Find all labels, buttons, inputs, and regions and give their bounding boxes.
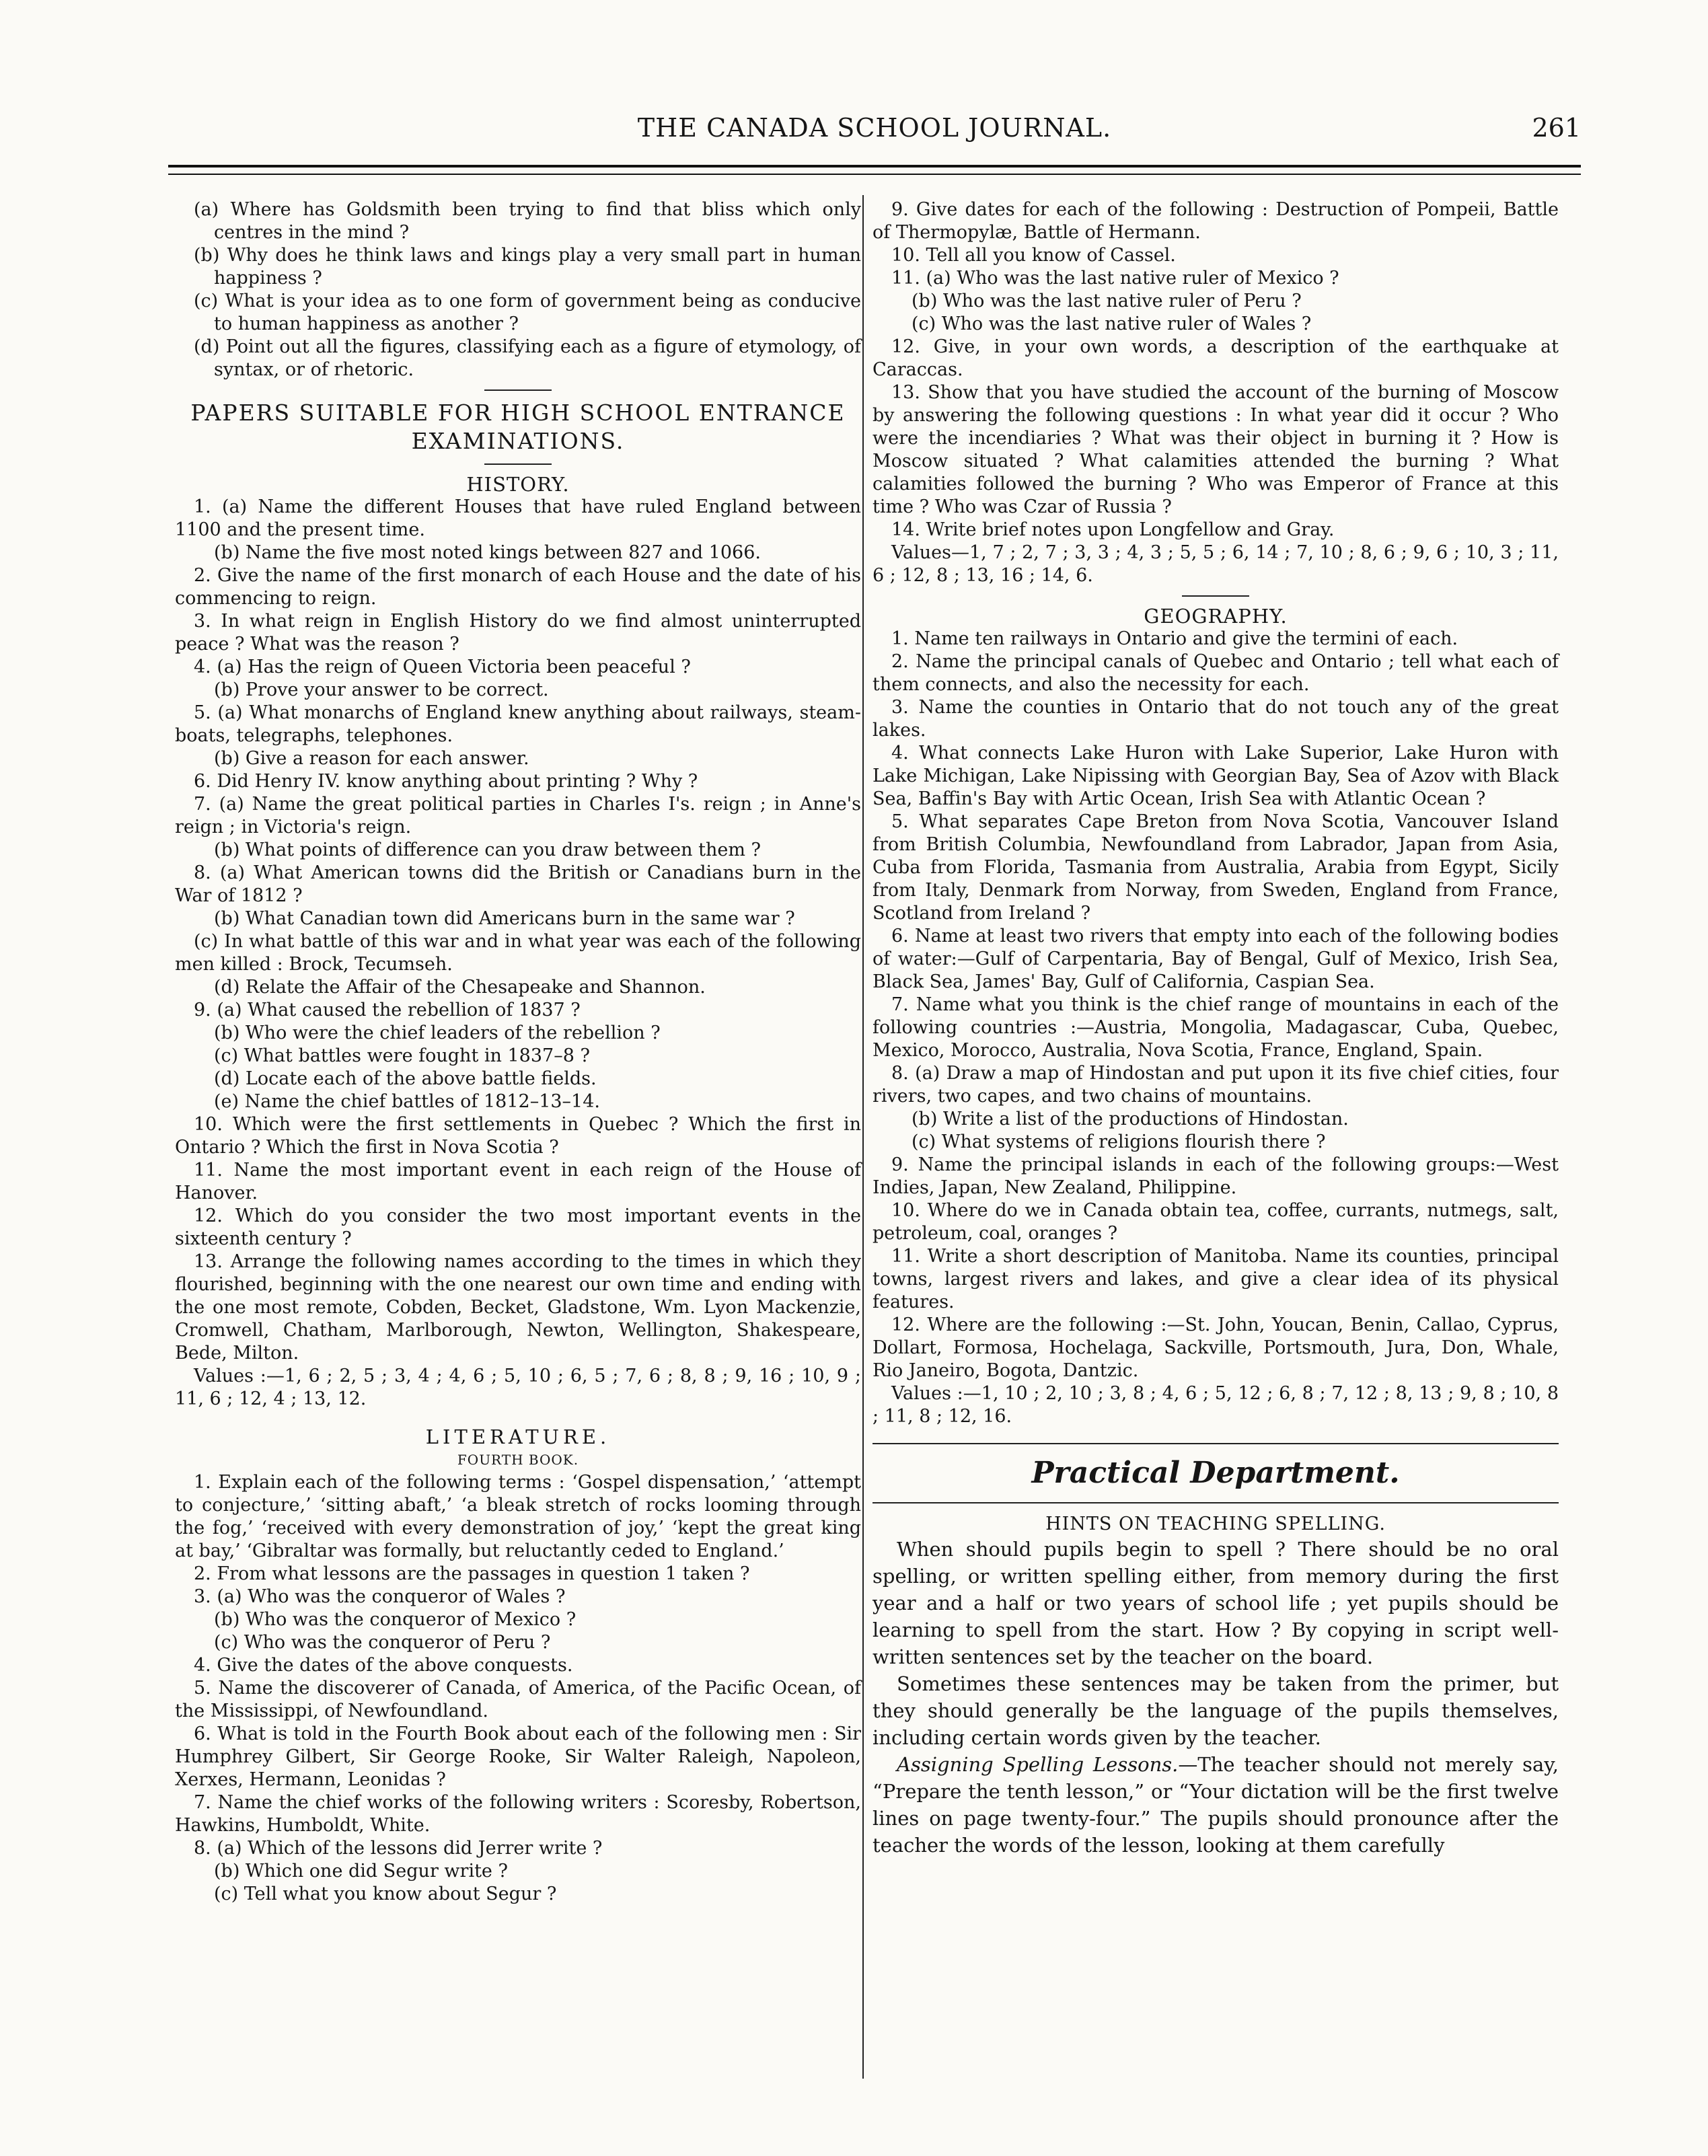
- paragraph: When should pupils begin to spell ? There should be no oral spelling, or written spelling either, from memory during the first year and a half or two years of school life ; yet pupils should be learning to spell from the start. How ? By copying in script well-written sentences set by the teacher on the board.: [872, 1538, 1559, 1668]
- question-item: (c) Who was the last native ruler of Wales ?: [912, 313, 1312, 334]
- question-item: 4. (a) Has the reign of Queen Victoria been peaceful ?: [194, 657, 691, 677]
- question-item: 7. Name what you think is the chief range of mountains in each of the following countries :—Austria, Mongolia, Madagascar, Cuba, Quebec, Mexico, Morocco, Australia, Nova Scotia, France, England, Spain.: [872, 994, 1559, 1061]
- question-item: 12. Which do you consider the two most important events in the sixteenth century ?: [175, 1205, 861, 1249]
- left-column: [175, 198, 861, 1906]
- question-item: (b) Who was the conqueror of Mexico ?: [214, 1609, 577, 1630]
- geography-questions: [872, 628, 1559, 1428]
- question-item: 11. (a) Who was the last native ruler of Mexico ?: [891, 268, 1339, 289]
- question-item: 8. (a) Which of the lessons did Jerrer write ?: [194, 1838, 603, 1859]
- question-item: 12. Where are the following :—St. John, Youcan, Benin, Callao, Cyprus, Dollart, Formosa, Hochelaga, Sackville, Portsmouth, Jura, Don, Whale, Rio Janeiro, Bogota, Dantzic.: [872, 1314, 1559, 1381]
- journal-title: THE CANADA SCHOOL JOURNAL.: [637, 113, 1112, 143]
- history-questions: [175, 496, 861, 1411]
- fourth-book-heading: FOURTH BOOK.: [457, 1452, 579, 1468]
- question-item: Values :—1, 10 ; 2, 10 ; 3, 8 ; 4, 6 ; 5, 12 ; 6, 8 ; 7, 12 ; 8, 13 ; 9, 8 ; 10, 8 ; 11, 8 ; 12, 16.: [872, 1383, 1559, 1427]
- question-item: 1. Explain each of the following terms : ‘Gospel dispensation,’ ‘attempt to conjecture,’ ‘sitting abaft,’ ‘a bleak stretch of rocks looming through the fog,’ ‘received with every demonstration of joy,’ ‘kept the great king at bay,’ ‘Gibraltar was formally, but reluctantly ceded to England.’: [175, 1472, 861, 1561]
- geography-heading: GEOGRAPHY.: [1144, 605, 1288, 628]
- question-item: (b) Who were the chief leaders of the rebellion ?: [214, 1023, 661, 1043]
- history-questions-continued: [872, 198, 1559, 587]
- question-item: 6. Did Henry IV. know anything about printing ? Why ?: [194, 771, 698, 792]
- question-item: (c) What battles were fought in 1837–8 ?: [214, 1045, 590, 1066]
- column-divider: [862, 195, 864, 2079]
- literature-questions: [175, 1471, 861, 1906]
- question-item: 5. Name the discoverer of Canada, of America, of the Pacific Ocean, of the Mississippi, of Newfoundland.: [175, 1678, 861, 1721]
- question-item: 9. Name the principal islands in each of the following groups:—West Indies, Japan, New Zealand, Philippine.: [872, 1154, 1559, 1198]
- question-item: 10. Where do we in Canada obtain tea, coffee, currants, nutmegs, salt, petroleum, coal, oranges ?: [872, 1200, 1559, 1244]
- short-rule: [484, 463, 552, 465]
- question-item: 8. (a) Draw a map of Hindostan and put upon it its five chief cities, four rivers, two capes, and two chains of mountains.: [872, 1063, 1559, 1107]
- question-item: 3. In what reign in English History do we find almost uninterrupted peace ? What was the reason ?: [175, 611, 861, 655]
- question-item: (b) Write a list of the productions of Hindostan.: [912, 1109, 1349, 1129]
- question-item: 11. Name the most important event in each reign of the House of Hanover.: [175, 1160, 861, 1203]
- question-item: 3. (a) Who was the conqueror of Wales ?: [194, 1586, 566, 1607]
- question-item: 3. Name the counties in Ontario that do not touch any of the great lakes.: [872, 697, 1559, 741]
- question-item: 10. Which were the first settlements in Quebec ? Which the first in Ontario ? Which the first in Nova Scotia ?: [175, 1114, 861, 1158]
- question-item: 4. What connects Lake Huron with Lake Superior, Lake Huron with Lake Michigan, Lake Nipissing with Georgian Bay, Sea of Azov with Black Sea, Baffin's Bay with Artic Ocean, Irish Sea with Atlantic Ocean ?: [872, 743, 1559, 809]
- question-item: (c) Tell what you know about Segur ?: [214, 1884, 557, 1904]
- question-item: (b) Why does he think laws and kings play a very small part in human happiness ?: [194, 245, 861, 289]
- page-header: [168, 113, 1581, 153]
- question-item: (b) What points of difference can you draw between them ?: [214, 840, 762, 860]
- header-rule-thin: [168, 174, 1581, 175]
- question-item: 9. (a) What caused the rebellion of 1837 ?: [194, 1000, 581, 1020]
- question-item: Values :—1, 6 ; 2, 5 ; 3, 4 ; 4, 6 ; 5, 10 ; 6, 5 ; 7, 6 ; 8, 8 ; 9, 16 ; 10, 9 ; 11, 6 ; 12, 4 ; 13, 12.: [175, 1366, 861, 1409]
- papers-heading: PAPERS SUITABLE FOR HIGH SCHOOL ENTRANCE EXAMINATIONS.: [190, 400, 846, 454]
- question-item: 13. Show that you have studied the account of the burning of Moscow by answering the following questions : In what year did it occur ? Who were the incendiaries ? What was their object in burning it ? How is Moscow situated ? What calamities attended the burning ? What calamities followed the burning ? Who was Emperor of France at this time ? Who was Czar of Russia ?: [872, 382, 1559, 517]
- question-item: 5. (a) What monarchs of England knew anything about railways, steam-boats, telegraphs, telephones.: [175, 702, 861, 746]
- goldsmith-questions: [175, 198, 861, 381]
- question-item: (b) Prove your answer to be correct.: [214, 679, 549, 700]
- question-item: (b) Give a reason for each answer.: [214, 748, 529, 769]
- department-title: Practical Department.: [1031, 1456, 1400, 1490]
- short-rule: [1182, 595, 1249, 597]
- question-item: 8. (a) What American towns did the British or Canadians burn in the War of 1812 ?: [175, 862, 861, 906]
- assigning-text: —The teacher should not merely say, “Prepare the tenth lesson,” or “Your dictation will be the first twelve lines on page twenty-four.” The pupils should pronounce after the teacher the words of the lesson, looking at them carefully: [872, 1753, 1559, 1857]
- question-item: (c) Who was the conqueror of Peru ?: [214, 1632, 551, 1653]
- question-item: (a) Where has Goldsmith been trying to find that bliss which only centres in the mind ?: [194, 199, 861, 243]
- right-column: [872, 198, 1559, 1859]
- question-item: 2. From what lessons are the passages in question 1 taken ?: [194, 1563, 750, 1584]
- question-item: 6. What is told in the Fourth Book about each of the following men : Sir Humphrey Gilbert, Sir George Rooke, Sir Walter Raleigh, Napoleon, Xerxes, Hermann, Leonidas ?: [175, 1723, 861, 1790]
- question-item: 7. (a) Name the great political parties in Charles I's. reign ; in Anne's reign ; in Victoria's reign.: [175, 794, 861, 838]
- history-heading: HISTORY.: [466, 473, 570, 496]
- literature-heading: LITERATURE.: [425, 1425, 611, 1448]
- question-item: 9. Give dates for each of the following : Destruction of Pompeii, Battle of Thermopylæ, Battle of Hermann.: [872, 199, 1559, 243]
- question-item: (b) Which one did Segur write ?: [214, 1861, 508, 1882]
- page-number: 261: [1532, 113, 1581, 143]
- header-rule: [168, 165, 1581, 168]
- question-item: 11. Write a short description of Manitoba. Name its counties, principal towns, largest rivers and lakes, and give a clear idea of its physical features.: [872, 1246, 1559, 1312]
- question-item: (e) Name the chief battles of 1812–13–14.: [214, 1091, 600, 1112]
- question-item: 1. Name ten railways in Ontario and give the termini of each.: [891, 628, 1458, 649]
- question-item: Values—1, 7 ; 2, 7 ; 3, 3 ; 4, 3 ; 5, 5 ; 6, 14 ; 7, 10 ; 8, 6 ; 9, 6 ; 10, 3 ; 11, 6 ; 12, 8 ; 13, 16 ; 14, 6.: [872, 542, 1559, 586]
- question-item: 1. (a) Name the different Houses that have ruled England between 1100 and the present time.: [175, 496, 861, 540]
- question-item: (d) Point out all the figures, classifying each as a figure of etymology, of syntax, or of rhetoric.: [194, 336, 861, 380]
- question-item: 12. Give, in your own words, a description of the earthquake at Caraccas.: [872, 336, 1559, 380]
- question-item: (c) What is your idea as to one form of government being as conducive to human happiness as another ?: [194, 291, 861, 334]
- paragraph: Sometimes these sentences may be taken from the primer, but they should generally be the language of the pupils themselves, including certain words given by the teacher.: [872, 1672, 1559, 1749]
- question-item: 14. Write brief notes upon Longfellow and Gray.: [891, 519, 1335, 540]
- hints-heading: HINTS ON TEACHING SPELLING.: [1045, 1514, 1386, 1534]
- question-item: 6. Name at least two rivers that empty into each of the following bodies of water:—Gulf of Carpentaria, Bay of Bengal, Gulf of Mexico, Irish Sea, Black Sea, James' Bay, Gulf of California, Caspian Sea.: [872, 926, 1559, 992]
- question-item: 10. Tell all you know of Cassel.: [891, 245, 1176, 266]
- question-item: (d) Locate each of the above battle fields.: [214, 1068, 597, 1089]
- question-item: (b) Name the five most noted kings between 827 and 1066.: [214, 542, 761, 563]
- question-item: 4. Give the dates of the above conquests.: [194, 1655, 573, 1676]
- question-item: 5. What separates Cape Breton from Nova Scotia, Vancouver Island from British Columbia, Newfoundland from Labrador, Japan from Asia, Cuba from Florida, Tasmania from Australia, Arabia from Egypt, Sicily from Italy, Denmark from Norway, from Sweden, England from France, Scotland from Ireland ?: [872, 811, 1559, 924]
- hints-body: [872, 1536, 1559, 1751]
- question-item: (b) What Canadian town did Americans burn in the same war ?: [214, 908, 795, 929]
- short-rule: [484, 389, 552, 391]
- question-item: 13. Arrange the following names according to the times in which they flourished, beginning with the one nearest our own time and ending with the one most remote, Cobden, Becket, Gladstone, Wm. Lyon Mackenzie, Cromwell, Chatham, Marlborough, Newton, Wellington, Shakespeare, Bede, Milton.: [175, 1251, 861, 1364]
- question-item: (c) In what battle of this war and in what year was each of the following men killed : Brock, Tecumseh.: [175, 931, 861, 975]
- question-item: 7. Name the chief works of the following writers : Scoresby, Robertson, Hawkins, Humboldt, White.: [175, 1792, 861, 1836]
- assigning-paragraph: [872, 1751, 1559, 1859]
- question-item: (d) Relate the Affair of the Chesapeake and Shannon.: [214, 977, 706, 998]
- question-item: (c) What systems of religions flourish there ?: [912, 1131, 1326, 1152]
- department-rule-top: [872, 1443, 1559, 1444]
- assigning-label: Assigning Spelling Lessons.: [897, 1753, 1179, 1776]
- department-rule-bottom: [872, 1502, 1559, 1503]
- question-item: 2. Give the name of the first monarch of each House and the date of his commencing to reign.: [175, 565, 861, 609]
- question-item: 2. Name the principal canals of Quebec and Ontario ; tell what each of them connects, and also the necessity for each.: [872, 651, 1559, 695]
- question-item: (b) Who was the last native ruler of Peru ?: [912, 291, 1302, 311]
